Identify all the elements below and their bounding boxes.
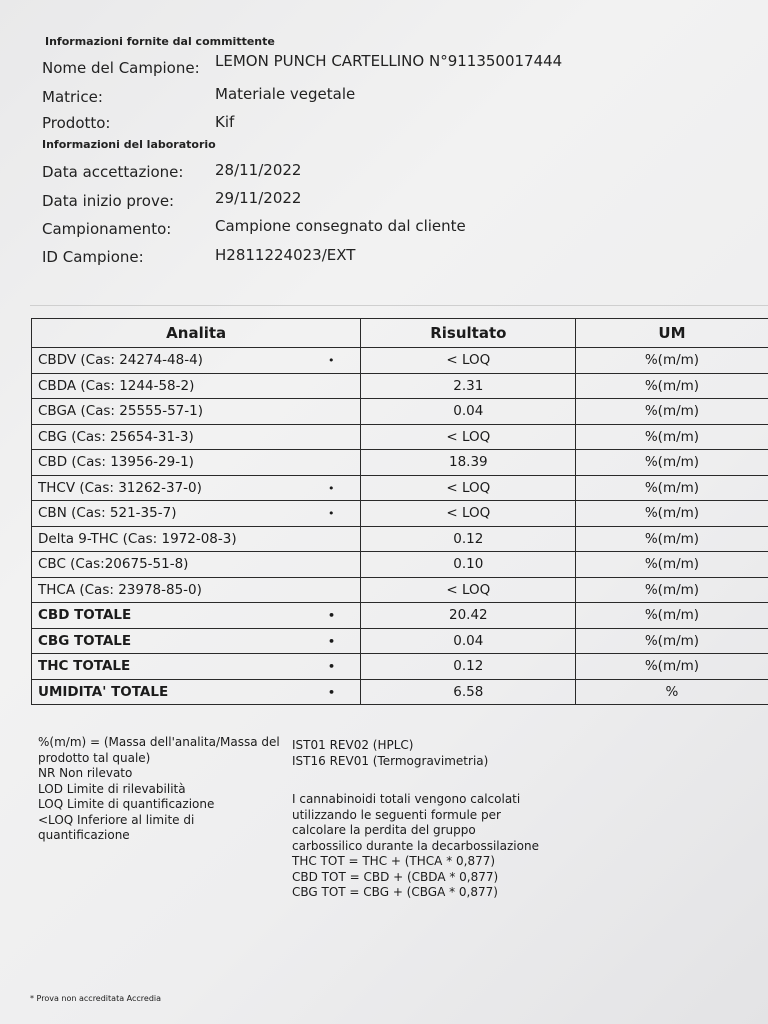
section-divider xyxy=(30,305,768,306)
analyte-unit: %(m/m) xyxy=(576,577,768,603)
formula-thc: THC TOT = THC + (THCA * 0,877) xyxy=(292,854,496,868)
table-header-row xyxy=(32,319,768,348)
analyte-unit: %(m/m) xyxy=(576,475,768,501)
analyte-unit: %(m/m) xyxy=(576,348,768,374)
matrix-label: Matrice: xyxy=(42,88,103,106)
test-start-date-label: Data inizio prove: xyxy=(42,192,175,210)
product-value: Kif xyxy=(215,113,235,131)
acceptance-date-label: Data accettazione: xyxy=(42,163,184,181)
analyte-result: 0.12 xyxy=(361,526,576,552)
sampling-value: Campione consegnato dal cliente xyxy=(215,217,466,235)
analyte-result: < LOQ xyxy=(361,424,576,450)
analyte-name: CBC (Cas:20675-51-8) xyxy=(38,556,189,573)
legend-below-loq: <LOQ Inferiore al limite di quantificazione xyxy=(38,812,195,842)
methods-block xyxy=(292,738,542,901)
table-row xyxy=(32,475,768,501)
analyte-result: 20.42 xyxy=(361,603,576,629)
analyte-unit: %(m/m) xyxy=(576,501,768,527)
table-row xyxy=(32,373,768,399)
analyte-result: < LOQ xyxy=(361,577,576,603)
table-row xyxy=(32,603,768,629)
method-thermogravimetry: IST16 REV01 (Termogravimetria) xyxy=(292,753,489,768)
analyte-name: THCV (Cas: 31262-37-0) xyxy=(38,479,202,496)
header-analita: Analita xyxy=(32,319,361,348)
analyte-result: 6.58 xyxy=(361,679,576,705)
sampling-label: Campionamento: xyxy=(42,220,172,238)
table-row xyxy=(32,654,768,680)
sample-id-value: H2811224023/EXT xyxy=(215,246,356,264)
not-accredited-mark: • xyxy=(328,685,336,699)
analyte-name: CBN (Cas: 521-35-7) xyxy=(38,505,177,522)
header-risultato: Risultato xyxy=(361,319,576,348)
analyte-unit: %(m/m) xyxy=(576,373,768,399)
analyte-unit: %(m/m) xyxy=(576,526,768,552)
analyte-result: < LOQ xyxy=(361,501,576,527)
legend-nr: NR Non rilevato xyxy=(38,766,133,780)
analyte-name: CBD (Cas: 13956-29-1) xyxy=(38,454,194,471)
table-row xyxy=(32,628,768,654)
sample-name-value: LEMON PUNCH CARTELLINO N°911350017444 xyxy=(215,52,563,70)
analyte-name: CBDV (Cas: 24274-48-4) xyxy=(38,352,203,369)
table-row xyxy=(32,552,768,578)
analyte-unit: %(m/m) xyxy=(576,399,768,425)
table-row xyxy=(32,450,768,476)
sample-id-label: ID Campione: xyxy=(42,248,144,266)
sample-name-label: Nome del Campione: xyxy=(42,59,200,77)
formula-cbg: CBG TOT = CBG + (CBGA * 0,877) xyxy=(292,885,498,899)
table-row xyxy=(32,424,768,450)
table-row xyxy=(32,679,768,705)
analyte-result: < LOQ xyxy=(361,475,576,501)
table-row xyxy=(32,577,768,603)
method-hplc: IST01 REV02 (HPLC) xyxy=(292,738,414,752)
accreditation-footnote: * Prova non accreditata Accredia xyxy=(30,994,162,1003)
analyte-result: < LOQ xyxy=(361,348,576,374)
analyte-unit: % xyxy=(576,679,768,705)
not-accredited-mark: • xyxy=(328,609,336,623)
analyte-result: 0.04 xyxy=(361,628,576,654)
analyte-name: UMIDITA' TOTALE xyxy=(38,683,169,700)
analyte-name: Delta 9-THC (Cas: 1972-08-3) xyxy=(38,530,237,547)
analyte-name: THCA (Cas: 23978-85-0) xyxy=(38,581,202,598)
analyte-unit: %(m/m) xyxy=(576,603,768,629)
analyte-result: 0.10 xyxy=(361,552,576,578)
header-um: UM xyxy=(576,319,768,348)
legend-lod: LOD Limite di rilevabilità xyxy=(38,781,186,796)
analyte-name: CBD TOTALE xyxy=(38,607,132,624)
analyte-name: CBGA (Cas: 25555-57-1) xyxy=(38,403,203,420)
legend-block xyxy=(38,735,288,844)
analyte-unit: %(m/m) xyxy=(576,424,768,450)
table-row xyxy=(32,526,768,552)
client-section-title: Informazioni fornite dal committente xyxy=(45,35,275,48)
results-table xyxy=(31,318,768,705)
analyte-name: CBG (Cas: 25654-31-3) xyxy=(38,428,194,445)
not-accredited-mark: • xyxy=(328,354,335,368)
analyte-result: 2.31 xyxy=(361,373,576,399)
analyte-result: 0.12 xyxy=(361,654,576,680)
analyte-unit: %(m/m) xyxy=(576,628,768,654)
analyte-name: THC TOTALE xyxy=(38,658,131,675)
lab-section-title: Informazioni del laboratorio xyxy=(42,138,216,151)
analyte-result: 0.04 xyxy=(361,399,576,425)
not-accredited-mark: • xyxy=(328,634,336,648)
not-accredited-mark: • xyxy=(328,481,335,495)
formula-cbd: CBD TOT = CBD + (CBDA * 0,877) xyxy=(292,869,499,884)
analyte-result: 18.39 xyxy=(361,450,576,476)
table-row xyxy=(32,501,768,527)
table-row xyxy=(32,399,768,425)
legend-mass-definition: %(m/m) = (Massa dell'analita/Massa del prodotto tal quale) xyxy=(38,735,280,765)
matrix-value: Materiale vegetale xyxy=(215,85,356,103)
analyte-unit: %(m/m) xyxy=(576,450,768,476)
analyte-name: CBG TOTALE xyxy=(38,632,132,649)
analyte-unit: %(m/m) xyxy=(576,552,768,578)
test-start-date-value: 29/11/2022 xyxy=(215,189,302,207)
not-accredited-mark: • xyxy=(328,507,335,521)
product-label: Prodotto: xyxy=(42,114,111,132)
analyte-unit: %(m/m) xyxy=(576,654,768,680)
acceptance-date-value: 28/11/2022 xyxy=(215,161,302,179)
analyte-name: CBDA (Cas: 1244-58-2) xyxy=(38,377,195,394)
not-accredited-mark: • xyxy=(328,660,336,674)
legend-loq: LOQ Limite di quantificazione xyxy=(38,797,215,811)
total-cannabinoids-note: I cannabinoidi totali vengono calcolati utilizzando le seguenti formule per calcolare la perdita del gruppo carbossilico durante la decarbossilazione xyxy=(292,792,539,853)
table-row xyxy=(32,348,768,374)
